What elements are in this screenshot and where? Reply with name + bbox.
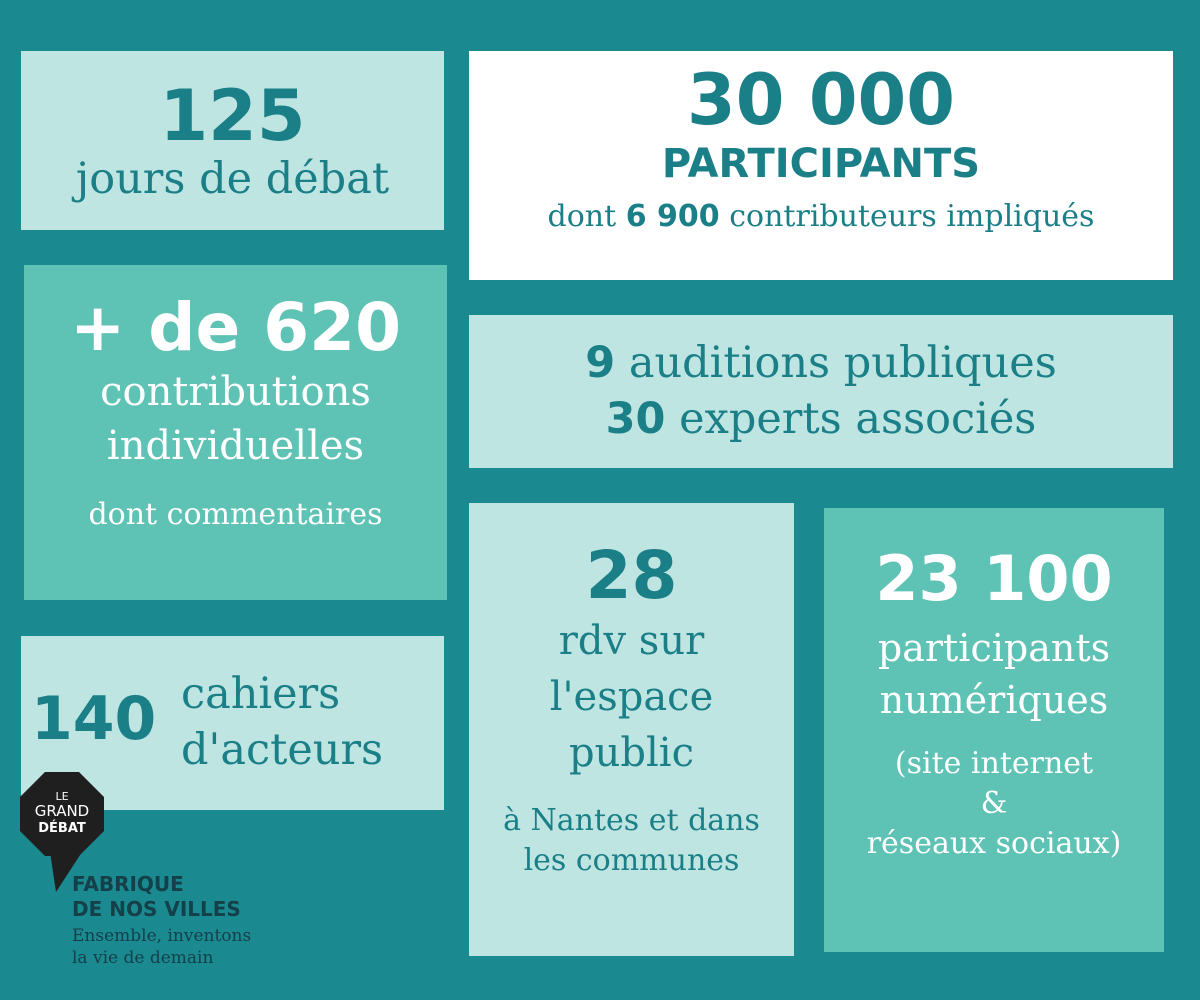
participants-label: PARTICIPANTS bbox=[661, 141, 981, 187]
tagline-line1: Ensemble, inventons bbox=[72, 926, 252, 946]
days-label: jours de débat bbox=[75, 154, 390, 204]
rdv-number: 28 bbox=[585, 537, 678, 614]
digital-line2: numériques bbox=[879, 678, 1109, 722]
participants-detail-number: 6 900 bbox=[625, 199, 720, 234]
auditions-card bbox=[469, 315, 1173, 468]
experts-text: experts associés bbox=[679, 394, 1037, 444]
digital-line1: participants bbox=[877, 626, 1111, 670]
participants-card bbox=[469, 51, 1173, 280]
digital-detail2: & bbox=[980, 786, 1008, 821]
days-number: 125 bbox=[159, 75, 306, 157]
participants-number: 30 000 bbox=[687, 59, 955, 141]
digital-detail1: (site internet bbox=[894, 746, 1094, 781]
rdv-card bbox=[469, 503, 794, 956]
experts-line bbox=[469, 391, 1173, 447]
brand-line1: FABRIQUE bbox=[72, 872, 184, 896]
contributions-line1: contributions bbox=[100, 369, 371, 415]
contributions-line2: individuelles bbox=[106, 423, 365, 469]
participants-detail-prefix: dont bbox=[547, 199, 617, 234]
rdv-detail2: les communes bbox=[523, 843, 740, 878]
brand-line2: DE NOS VILLES bbox=[72, 897, 241, 921]
rdv-line3: public bbox=[569, 730, 694, 776]
rdv-line1: rdv sur bbox=[558, 618, 705, 664]
tagline-line2: la vie de demain bbox=[72, 948, 214, 968]
days-card bbox=[21, 51, 444, 230]
logo-debat: DÉBAT bbox=[38, 821, 86, 836]
experts-number: 30 bbox=[605, 394, 666, 444]
auditions-text: auditions publiques bbox=[628, 338, 1057, 388]
auditions-line1 bbox=[469, 335, 1173, 391]
contributions-number: + de 620 bbox=[69, 289, 402, 366]
cahiers-label bbox=[181, 666, 383, 778]
digital-card bbox=[824, 508, 1164, 952]
contributions-card bbox=[24, 265, 447, 600]
logo-le: LE bbox=[55, 790, 69, 803]
rdv-detail1: à Nantes et dans bbox=[503, 803, 760, 838]
contributions-detail: dont commentaires bbox=[88, 497, 383, 532]
participants-detail bbox=[469, 195, 1173, 239]
digital-detail3: réseaux sociaux) bbox=[866, 826, 1122, 861]
rdv-line2: l'espace bbox=[549, 674, 714, 720]
digital-number: 23 100 bbox=[875, 542, 1113, 615]
cahiers-line1: cahiers bbox=[181, 669, 341, 719]
grand-debat-logo bbox=[20, 772, 320, 982]
cahiers-number: 140 bbox=[31, 684, 157, 754]
auditions-number: 9 bbox=[585, 338, 616, 388]
logo-grand: GRAND bbox=[34, 802, 90, 820]
cahiers-line2: d'acteurs bbox=[181, 725, 384, 775]
participants-detail-suffix: contributeurs impliqués bbox=[729, 199, 1095, 234]
